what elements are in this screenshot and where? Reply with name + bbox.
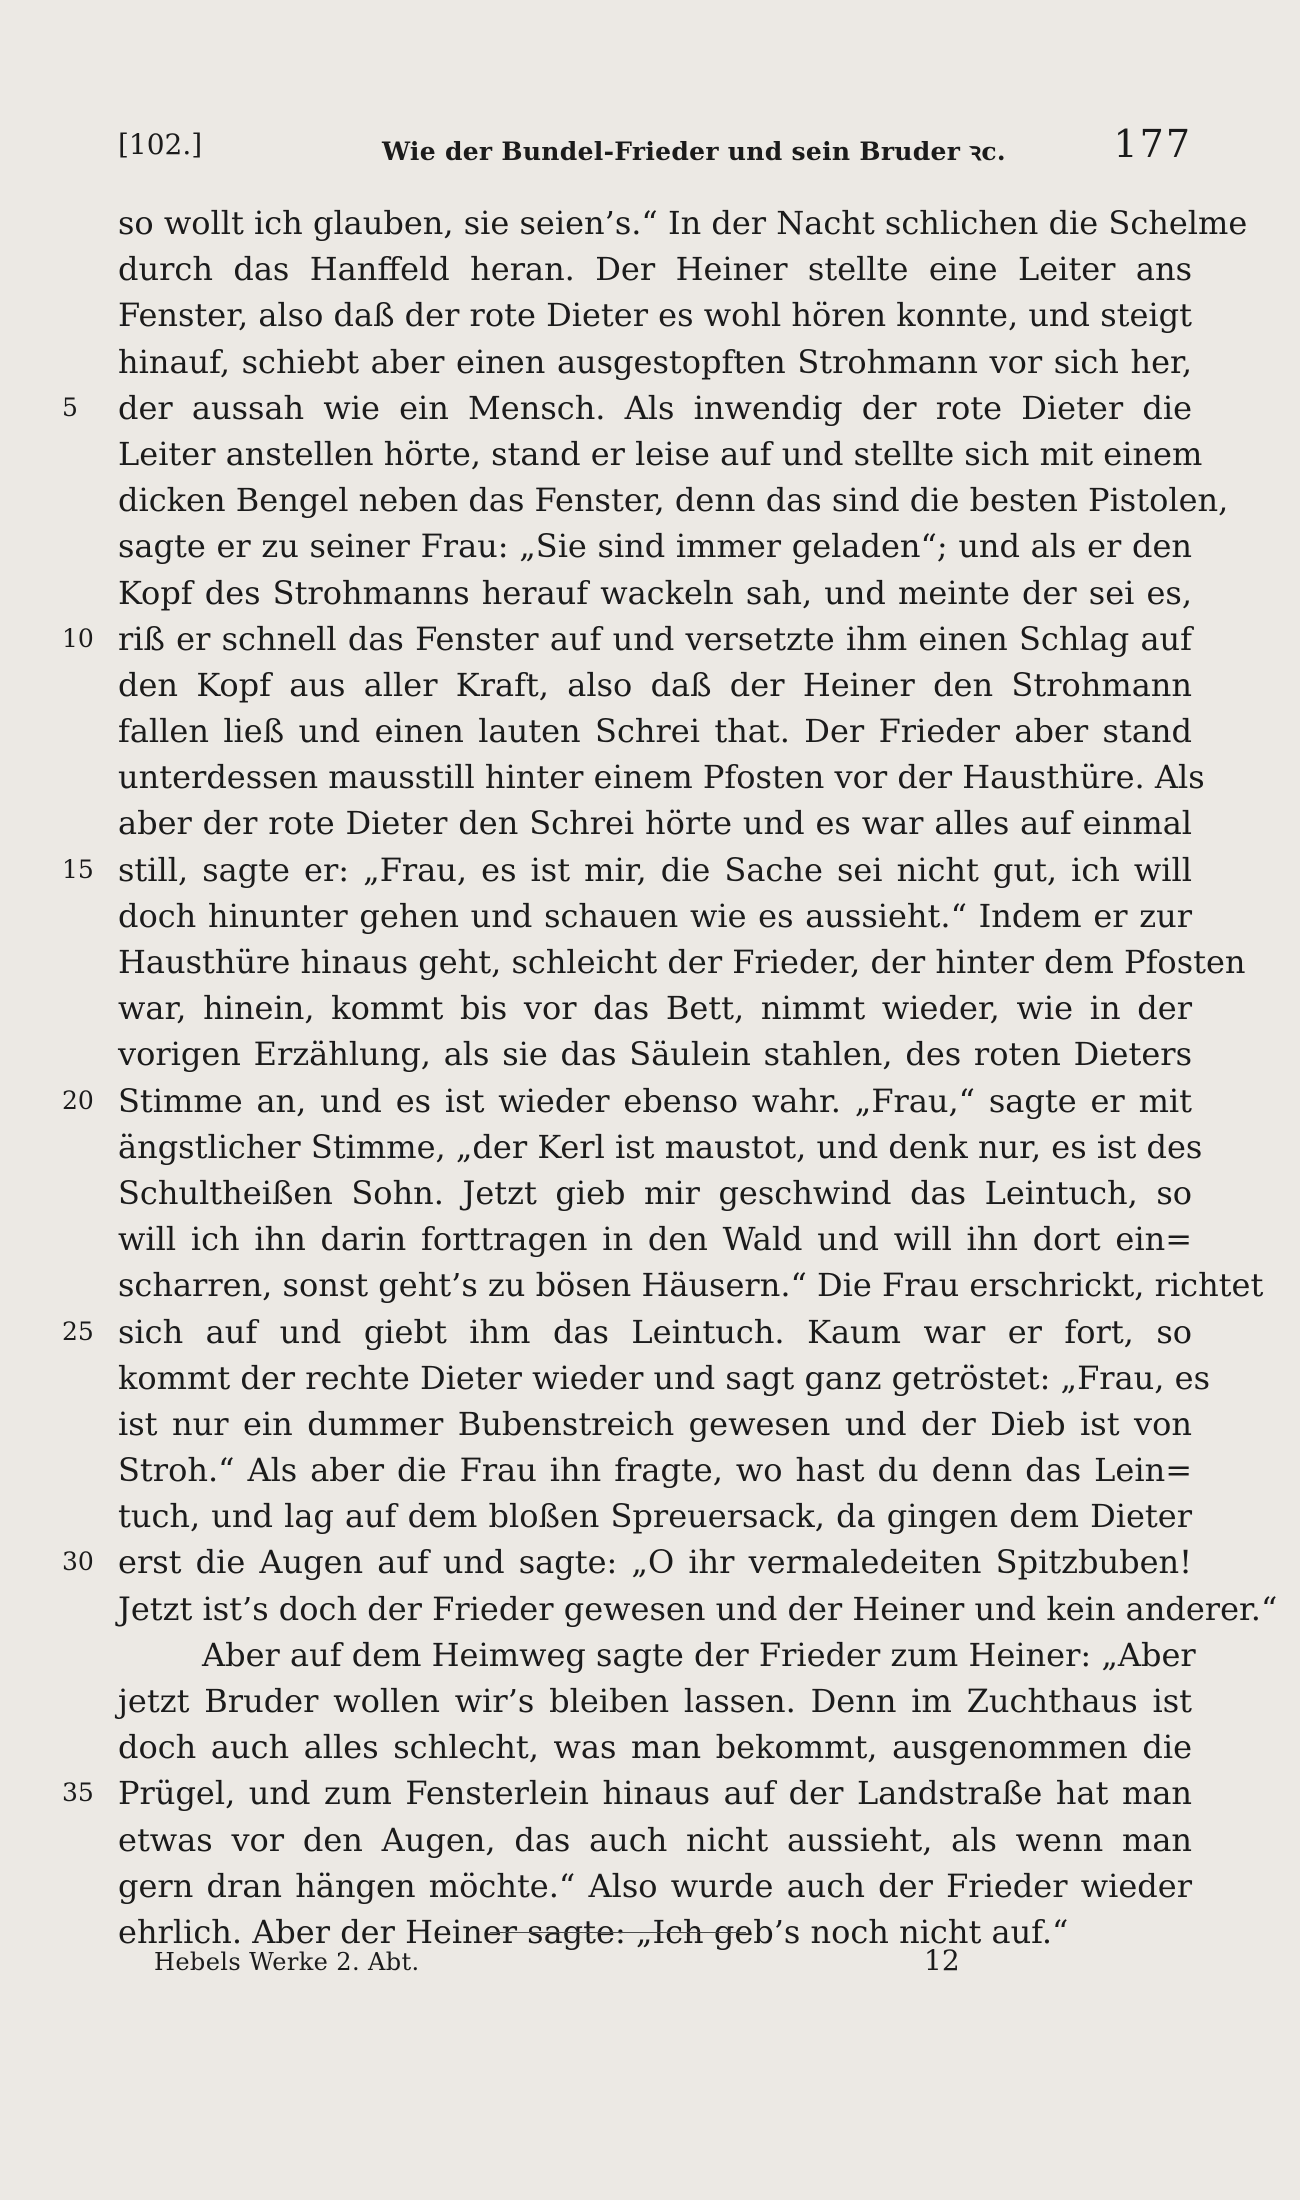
text-line [118, 1401, 1192, 1447]
text-line [118, 1817, 1192, 1863]
line-text: Stroh.“ Als aber die Frau ihn fragte, wo hast du denn das Lein= [118, 1451, 1192, 1490]
line-text: dicken Bengel neben das Fenster, denn das sind die besten Pistolen, [118, 481, 1229, 520]
line-text: Jetzt ist’s doch der Frieder gewesen und der Heiner und kein anderer.“ [118, 1589, 1278, 1628]
text-line [118, 1216, 1192, 1262]
text-line [118, 1447, 1192, 1493]
line-text: so wollt ich glauben, sie seien’s.“ In der Nacht schlichen die Schelme [118, 204, 1248, 242]
header-left-mark: [102.] [118, 128, 203, 161]
line-text: etwas vor den Augen, das auch nicht aussieht, als wenn man [118, 1820, 1192, 1859]
line-text: gern dran hängen möchte.“ Also wurde auch der Frieder wieder [118, 1866, 1192, 1905]
text-line [118, 800, 1192, 846]
text-line [62, 1770, 1192, 1816]
text-line [118, 708, 1192, 754]
line-text: der aussah wie ein Mensch. Als inwendig der rote Dieter die [118, 388, 1192, 427]
main-text-block [62, 200, 1278, 1955]
text-line [118, 200, 1248, 246]
text-line [118, 1678, 1192, 1724]
text-line [118, 754, 1205, 800]
line-text: Prügel, und zum Fensterlein hinaus auf der Landstraße hat man [118, 1774, 1192, 1813]
text-line [118, 1493, 1192, 1539]
line-text: Leiter anstellen hörte, stand er leise auf und stellte sich mit einem [118, 434, 1203, 473]
line-text: war, hinein, kommt bis vor das Bett, nimmt wieder, wie in der [118, 989, 1192, 1028]
text-line [62, 385, 1192, 431]
line-text: Kopf des Strohmanns herauf wackeln sah, und meinte der sei es, [118, 573, 1192, 612]
line-text: unterdessen mausstill hinter einem Pfosten vor der Hausthüre. Als [118, 758, 1205, 797]
page-number: 177 [1113, 122, 1192, 166]
text-line [118, 431, 1203, 477]
line-text: riß er schnell das Fenster auf und versetzte ihm einen Schlag auf [118, 619, 1192, 658]
text-line [118, 1586, 1278, 1632]
text-line [118, 292, 1192, 338]
footer-signature-number: 12 [924, 1944, 960, 1977]
text-line [118, 893, 1192, 939]
text-line [118, 1262, 1264, 1308]
text-line [118, 477, 1229, 523]
text-line [118, 1632, 1196, 1678]
text-line [118, 523, 1192, 569]
line-text: Hausthüre hinaus geht, schleicht der Frieder, der hinter dem Pfosten [118, 943, 1246, 981]
line-text: tuch, und lag auf dem bloßen Spreuersack, da gingen dem Dieter [118, 1497, 1192, 1536]
text-line [118, 662, 1192, 708]
text-line [118, 1355, 1210, 1401]
line-number: 30 [62, 1547, 94, 1577]
running-title: Wie der Bundel-Frieder und sein Bruder ꝛc. [382, 137, 1006, 166]
line-text: vorigen Erzählung, als sie das Säulein stahlen, des roten Dieters [118, 1035, 1192, 1074]
line-text: aber der rote Dieter den Schrei hörte und es war alles auf einmal [118, 804, 1192, 843]
line-text: ist nur ein dummer Bubenstreich gewesen und der Dieb ist von [118, 1404, 1192, 1443]
text-line [62, 616, 1192, 662]
line-text: Aber auf dem Heimweg sagte der Frieder zum Heiner: „Aber [202, 1635, 1196, 1674]
footer-book-title: Hebels Werke 2. Abt. [154, 1948, 420, 1976]
line-text: doch auch alles schlecht, was man bekommt, ausgenommen die [118, 1728, 1192, 1767]
text-line [118, 1724, 1192, 1770]
text-line [62, 1539, 1192, 1585]
footer-rule [490, 1932, 746, 1933]
line-number: 35 [62, 1778, 94, 1808]
text-line [118, 1124, 1203, 1170]
line-number: 10 [62, 623, 94, 653]
line-text: durch das Hanffeld heran. Der Heiner stellte eine Leiter ans [118, 250, 1192, 289]
line-text: still, sagte er: „Frau, es ist mir, die Sache sei nicht gut, ich will [118, 850, 1192, 889]
line-text: Stimme an, und es ist wieder ebenso wahr. „Frau,“ sagte er mit [118, 1081, 1192, 1120]
line-number: 25 [62, 1316, 94, 1346]
line-text: den Kopf aus aller Kraft, also daß der Heiner den Strohmann [118, 665, 1192, 704]
line-text: sagte er zu seiner Frau: „Sie sind immer geladen“; und als er den [118, 527, 1192, 566]
line-text: ängstlicher Stimme, „der Kerl ist maustot, und denk nur, es ist des [118, 1127, 1203, 1166]
line-text: hinauf, schiebt aber einen ausgestopften Strohmann vor sich her, [118, 342, 1192, 381]
line-text: will ich ihn darin forttragen in den Wald und will ihn dort ein= [118, 1220, 1192, 1259]
text-line [118, 985, 1192, 1031]
page-header [118, 122, 1192, 172]
text-line [118, 570, 1192, 616]
line-number: 5 [62, 392, 78, 422]
text-line [118, 939, 1246, 985]
line-text: fallen ließ und einen lauten Schrei that. Der Frieder aber stand [118, 712, 1192, 751]
line-text: Schultheißen Sohn. Jetzt gieb mir geschwind das Leintuch, so [118, 1173, 1192, 1212]
text-line [118, 1031, 1192, 1077]
text-line [62, 1309, 1192, 1355]
line-text: ehrlich. Aber der Heiner sagte: „Ich geb’s noch nicht auf.“ [118, 1912, 1069, 1951]
text-line [118, 339, 1192, 385]
text-line [62, 847, 1192, 893]
text-line [118, 246, 1192, 292]
line-text: doch hinunter gehen und schauen wie es aussieht.“ Indem er zur [118, 896, 1192, 935]
line-text: erst die Augen auf und sagte: „O ihr vermaledeiten Spitzbuben! [118, 1543, 1192, 1582]
line-text: jetzt Bruder wollen wir’s bleiben lassen. Denn im Zuchthaus ist [118, 1682, 1192, 1720]
line-text: scharren, sonst geht’s zu bösen Häusern.“ Die Frau erschrickt, richtet [118, 1266, 1264, 1305]
text-line [118, 1170, 1192, 1216]
line-text: Fenster, also daß der rote Dieter es wohl hören konnte, und steigt [118, 296, 1192, 335]
line-text: sich auf und giebt ihm das Leintuch. Kaum war er fort, so [118, 1312, 1192, 1351]
line-text: kommt der rechte Dieter wieder und sagt ganz getröstet: „Frau, es [118, 1358, 1210, 1397]
line-number: 20 [62, 1085, 94, 1115]
text-line [62, 1078, 1192, 1124]
line-number: 15 [62, 854, 94, 884]
text-line [118, 1863, 1192, 1909]
